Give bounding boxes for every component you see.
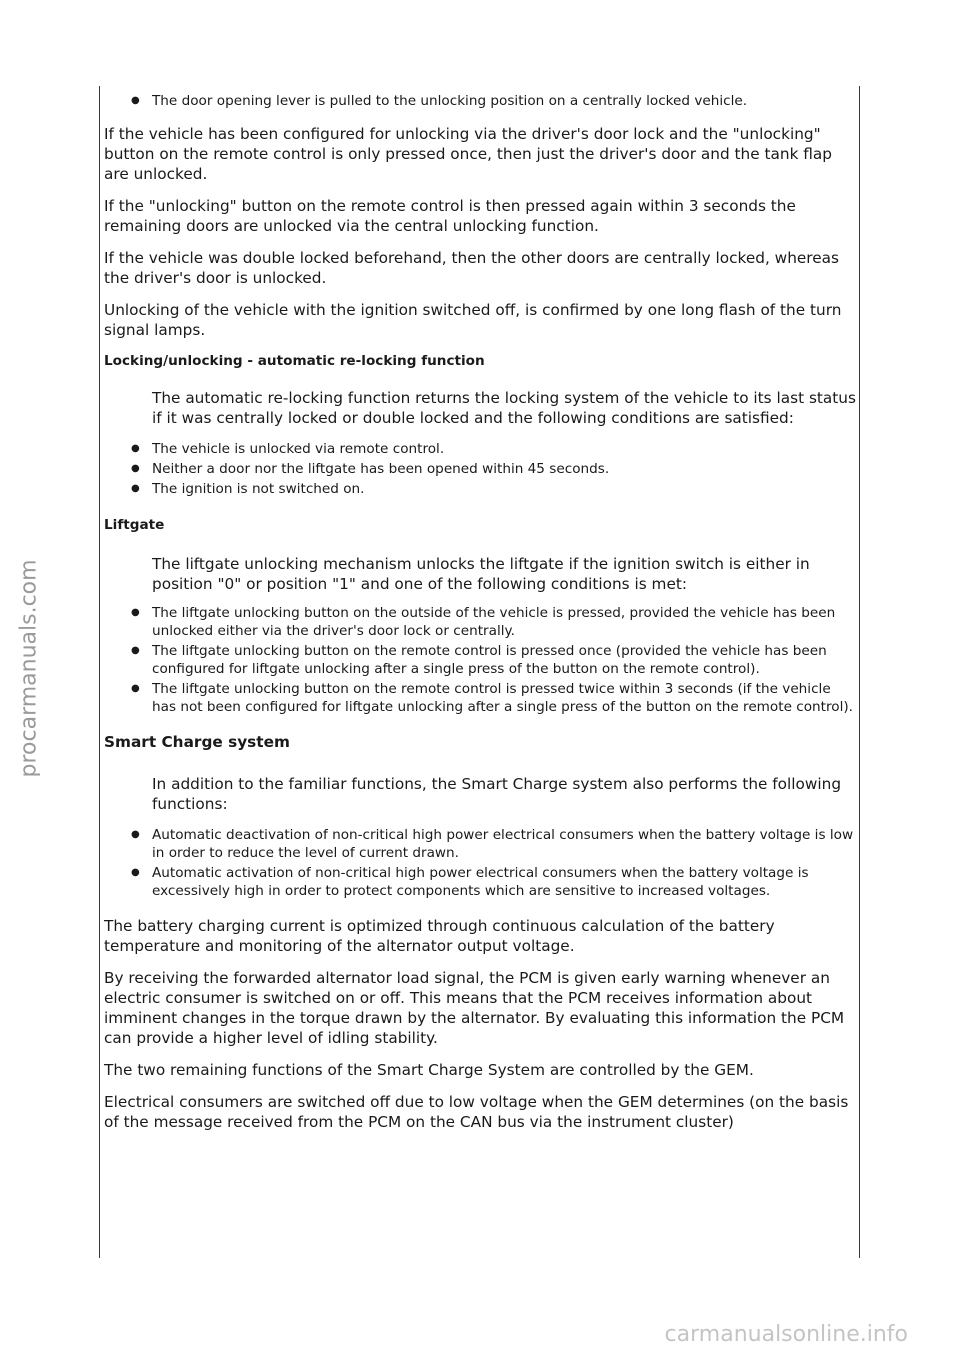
page-frame-right-rule (859, 86, 860, 1258)
paragraph: The two remaining functions of the Smart Charge System are controlled by the GEM. (104, 1061, 754, 1079)
liftgate-intro: The liftgate unlocking mechanism unlocks the liftgate if the ignition switch is either in position "0" or position "1" and one of the following conditions is met: (152, 555, 810, 593)
paragraph: Unlocking of the vehicle with the ignition switched off, is confirmed by one long flash of the turn signal lamps. (104, 301, 842, 339)
bullet-list-top (104, 92, 856, 110)
manual-page-content (104, 92, 856, 1132)
list-item: ● The liftgate unlocking button on the remote control is pressed twice within 3 seconds (if the vehicle has not been configured for liftgate unlocking after a single press of the button on the remote control). (104, 680, 856, 716)
paragraph: The battery charging current is optimized through continuous calculation of the battery temperature and monitoring of the alternator output voltage. (104, 917, 775, 955)
list-item: ● The liftgate unlocking button on the remote control is pressed once (provided the vehicle has been configured for liftgate unlocking after a single press of the button on the remote control). (104, 642, 856, 678)
paragraph: If the "unlocking" button on the remote control is then pressed again within 3 seconds the remaining doors are unlocked via the central unlocking function. (104, 197, 796, 235)
relock-heading: Locking/unlocking - automatic re-locking function (104, 353, 485, 369)
smart-charge-intro: In addition to the familiar functions, the Smart Charge system also performs the following functions: (152, 775, 842, 813)
list-item: ● The ignition is not switched on. (104, 480, 856, 498)
list-item: ● The door opening lever is pulled to the unlocking position on a centrally locked vehicle. (104, 92, 856, 110)
list-item: ● Neither a door nor the liftgate has been opened within 45 seconds. (104, 460, 856, 478)
page-frame-left-rule (99, 86, 100, 1258)
paragraph: If the vehicle has been configured for unlocking via the driver's door lock and the "unlocking" button on the remote control is only pressed once, then just the driver's door and the tank flap are unlocked. (104, 125, 833, 183)
smart-charge-heading: Smart Charge system (104, 733, 290, 751)
paragraph: By receiving the forwarded alternator load signal, the PCM is given early warning whenever an electric consumer is switched on or off. This means that the PCM receives information about imminent changes in the torque drawn by the alternator. By evaluating this information the PCM can provide a higher level of idling stability. (104, 969, 845, 1047)
list-item: ● The liftgate unlocking button on the outside of the vehicle is pressed, provided the vehicle has been unlocked either via the driver's door lock or centrally. (104, 604, 856, 640)
list-item: ● Automatic activation of non-critical high power electrical consumers when the battery voltage is excessively high in order to protect components which are sensitive to increased voltages. (104, 864, 856, 900)
side-watermark-text: procarmanuals.com (16, 559, 42, 778)
side-watermark (4, 560, 54, 800)
list-item: ● The vehicle is unlocked via remote control. (104, 440, 856, 458)
list-item: ● Automatic deactivation of non-critical high power electrical consumers when the battery voltage is low in order to reduce the level of current drawn. (104, 826, 856, 862)
liftgate-heading: Liftgate (104, 517, 165, 533)
relock-bullet-list (104, 440, 856, 498)
bottom-watermark: carmanualsonline.info (664, 1322, 908, 1347)
paragraph: If the vehicle was double locked beforehand, then the other doors are centrally locked, whereas the driver's door is unlocked. (104, 249, 840, 287)
smart-charge-bullet-list (104, 826, 856, 900)
paragraph: Electrical consumers are switched off due to low voltage when the GEM determines (on the basis of the message received from the PCM on the CAN bus via the instrument cluster) (104, 1093, 849, 1131)
relock-intro: The automatic re-locking function returns the locking system of the vehicle to its last status if it was centrally locked or double locked and the following conditions are satisfied: (152, 389, 856, 427)
liftgate-bullet-list (104, 604, 856, 716)
